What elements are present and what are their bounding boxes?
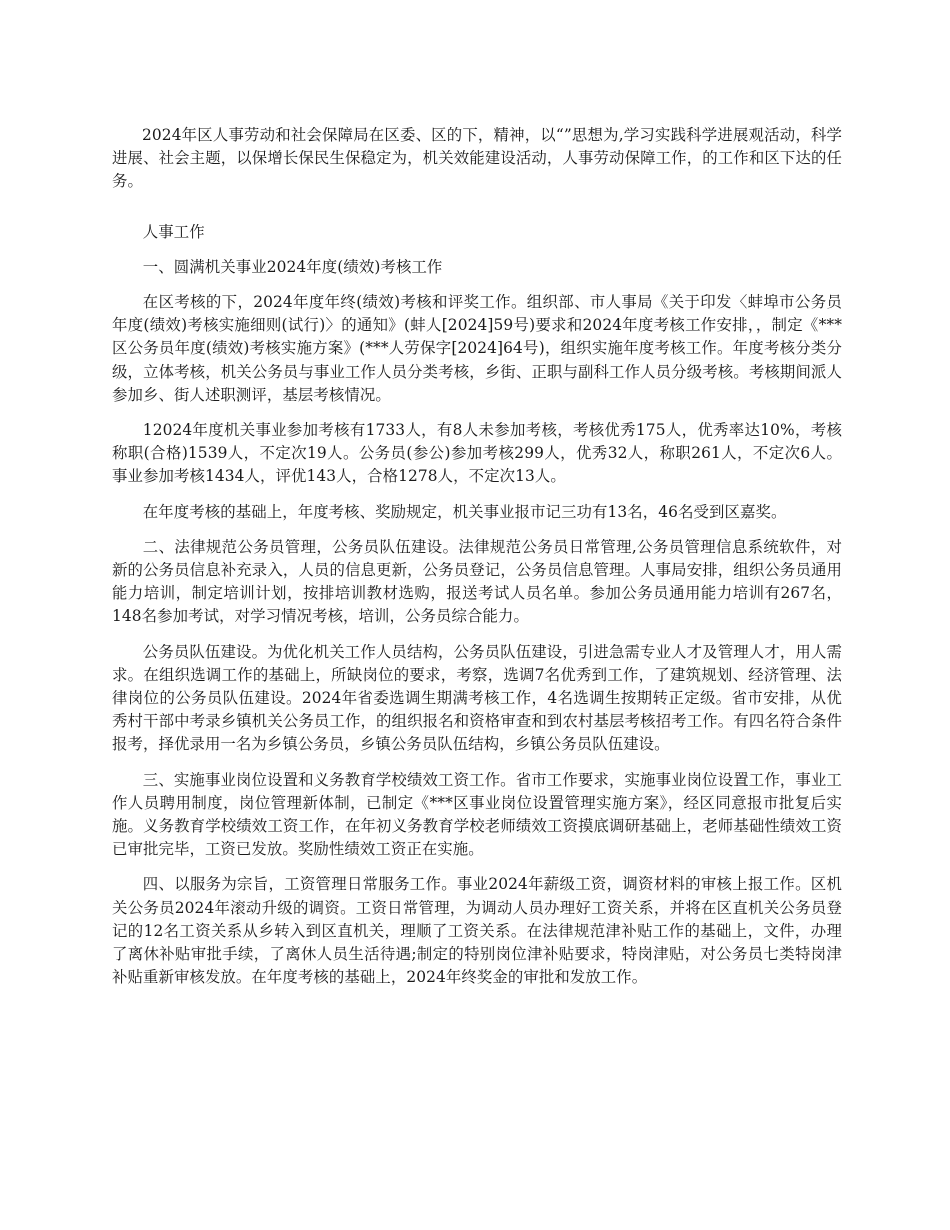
- section-title-personnel: 人事工作: [142, 222, 205, 241]
- body-paragraph: 三、实施事业岗位设置和义务教育学校绩效工资工作。省市工作要求，实施事业岗位设置工作，事业工作人员聘用制度，岗位管理新体制，已制定《***区事业岗位设置管理实施方案》，经区同意报市批复后实施。义务教育学校绩效工资工作，在年初义务教育学校老师绩效工资摸底调研基础上，老师基础性绩效工资已审批完毕，工资已发放。奖励性绩效工资正在实施。: [112, 770, 842, 859]
- section-heading-1: 一、圆满机关事业2024年度(绩效)考核工作: [142, 257, 443, 276]
- body-paragraph: 二、法律规范公务员管理，公务员队伍建设。法律规范公务员日常管理,公务员管理信息系统软件，对新的公务员信息补充录入，人员的信息更新，公务员登记，公务员信息管理。人事局安排，组织公务员通用能力培训，制定培训计划，按排培训教材选购，报送考试人员名单。参加公务员通用能力培训有267名，148名参加考试，对学习情况考核，培训，公务员综合能力。: [112, 537, 842, 626]
- body-paragraph: 12024年度机关事业参加考核有1733人，有8人未参加考核，考核优秀175人，优秀率达10%，考核称职(合格)1539人，不定次19人。公务员(参公)参加考核299人，优秀32人，称职261人，不定次6人。事业参加考核1434人，评优143人，合格1278人，不定次13人。: [112, 421, 842, 486]
- intro-paragraph: 2024年区人事劳动和社会保障局在区委、区的下，精神，以“”思想为,学习实践科学进展观活动，科学进展、社会主题，以保增长保民生保稳定为，机关效能建设活动，人事劳动保障工作，的工作和区下达的任务。: [112, 126, 842, 191]
- document-page: [112, 124, 842, 990]
- body-paragraph: 公务员队伍建设。为优化机关工作人员结构，公务员队伍建设，引进急需专业人才及管理人才，用人需求。在组织选调工作的基础上，所缺岗位的要求，考察，选调7名优秀到工作，了建筑规划、经济管理、法律岗位的公务员队伍建设。2024年省委选调生期满考核工作，4名选调生按期转正定级。省市安排，从优秀村干部中考录乡镇机关公务员工作，的组织报名和资格审查和到农村基层考核招考工作。有四名符合条件报考，择优录用一名为乡镇公务员，乡镇公务员队伍结构，乡镇公务员队伍建设。: [112, 642, 842, 754]
- body-paragraph: 四、以服务为宗旨，工资管理日常服务工作。事业2024年薪级工资，调资材料的审核上报工作。区机关公务员2024年滚动升级的调资。工资日常管理，为调动人员办理好工资关系，并将在区直机关公务员登记的12名工资关系从乡转入到区直机关，理顺了工资关系。在法律规范津补贴工作的基础上，文件，办理了离休补贴审批手续，了离休人员生活待遇;制定的特别岗位津补贴要求，特岗津贴，对公务员七类特岗津补贴重新审核发放。在年度考核的基础上，2024年终奖金的审批和发放工作。: [112, 875, 842, 987]
- body-paragraph: 在区考核的下，2024年度年终(绩效)考核和评奖工作。组织部、市人事局《关于印发〈蚌埠市公务员年度(绩效)考核实施细则(试行)〉的通知》(蚌人[2024]59号)要求和2024年度考核工作安排，，制定《***区公务员年度(绩效)考核实施方案》(***人劳保字[2024]64号)，组织实施年度考核工作。年度考核分类分级，立体考核，机关公务员与事业工作人员分类考核，乡街、正职与副科工作人员分级考核。考核期间派人参加乡、街人述职测评，基层考核情况。: [112, 293, 842, 404]
- body-paragraph: 在年度考核的基础上，年度考核、奖励规定，机关事业报市记三功有13名，46名受到区嘉奖。: [142, 502, 787, 521]
